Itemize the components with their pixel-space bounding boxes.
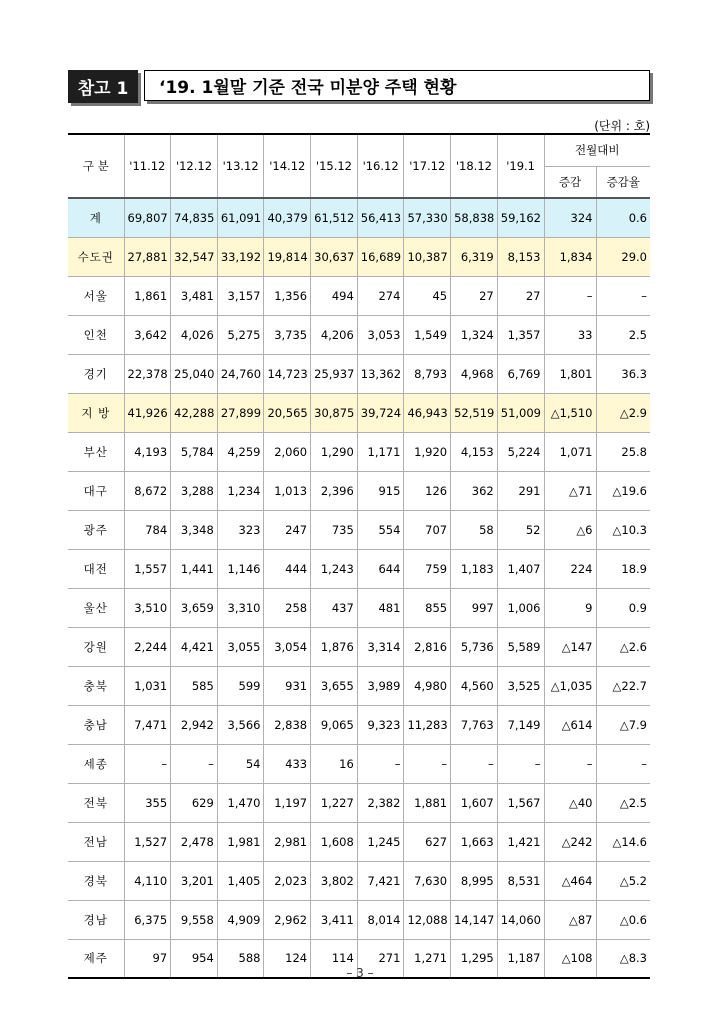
table-cell: 3,288 [171,471,218,510]
table-cell: 5,275 [217,315,264,354]
year-header: '11.12 [124,134,171,198]
table-cell: 784 [124,510,171,549]
table-cell: △14.6 [596,822,650,861]
table-cell: △147 [544,627,596,666]
table-cell: 1,557 [124,549,171,588]
table-cell: 14,723 [264,354,311,393]
table-cell: 29.0 [596,237,650,276]
table-cell: 1,183 [451,549,498,588]
table-cell: 36.3 [596,354,650,393]
table-cell: 1,187 [497,939,544,978]
table-cell: 1,981 [217,822,264,861]
table-cell: 271 [357,939,404,978]
table-cell: 2,023 [264,861,311,900]
table-cell: 8,153 [497,237,544,276]
table-cell: △6 [544,510,596,549]
table-cell: 27 [497,276,544,315]
table-cell: 41,926 [124,393,171,432]
row-label: 경기 [68,354,124,393]
table-cell: 2.5 [596,315,650,354]
table-cell: 433 [264,744,311,783]
table-cell: 3,055 [217,627,264,666]
table-cell: 40,379 [264,198,311,237]
table-cell: 58 [451,510,498,549]
table-cell: 3,642 [124,315,171,354]
table-cell: 25,937 [311,354,358,393]
table-cell: 19,814 [264,237,311,276]
table-cell: 1,031 [124,666,171,705]
table-cell: 1,663 [451,822,498,861]
table-cell: 32,547 [171,237,218,276]
table-cell: 3,735 [264,315,311,354]
table-cell: 5,736 [451,627,498,666]
table-cell: 1,013 [264,471,311,510]
table-row [68,432,650,471]
table-cell: 114 [311,939,358,978]
table-row [68,666,650,705]
table-cell: 14,060 [497,900,544,939]
header-row [68,134,650,166]
row-label: 울산 [68,588,124,627]
table-cell: 3,348 [171,510,218,549]
row-label: 충남 [68,705,124,744]
table-cell: 1,567 [497,783,544,822]
table-body [68,198,650,978]
table-row [68,393,650,432]
table-cell: 61,091 [217,198,264,237]
table-cell: 30,875 [311,393,358,432]
table-row [68,744,650,783]
table-cell: 1,405 [217,861,264,900]
table-cell: 1,245 [357,822,404,861]
table-cell: 4,259 [217,432,264,471]
table-cell: 481 [357,588,404,627]
table-cell: 7,630 [404,861,451,900]
table-cell: 4,980 [404,666,451,705]
table-cell: 10,387 [404,237,451,276]
table-cell: 3,566 [217,705,264,744]
table-row [68,471,650,510]
table-cell: – [544,744,596,783]
table-cell: 7,471 [124,705,171,744]
table-cell: 3,802 [311,861,358,900]
table-cell: 52 [497,510,544,549]
table-cell: 22,378 [124,354,171,393]
table-cell: 27 [451,276,498,315]
unsold-housing-table [68,133,650,979]
table-cell: – [497,744,544,783]
table-row [68,627,650,666]
table-cell: 4,153 [451,432,498,471]
table-cell: 1,295 [451,939,498,978]
table-cell: 2,396 [311,471,358,510]
table-cell: 4,968 [451,354,498,393]
table-cell: 1,356 [264,276,311,315]
table-cell: 18.9 [596,549,650,588]
table-cell: 46,943 [404,393,451,432]
table-cell: 4,026 [171,315,218,354]
table-cell: 437 [311,588,358,627]
table-cell: △1,510 [544,393,596,432]
table-cell: 30,637 [311,237,358,276]
table-cell: 1,527 [124,822,171,861]
table-cell: 1,006 [497,588,544,627]
table-cell: 644 [357,549,404,588]
table-cell: 2,942 [171,705,218,744]
table-cell: 2,838 [264,705,311,744]
table-cell: 1,227 [311,783,358,822]
row-label: 경남 [68,900,124,939]
table-cell: 3,054 [264,627,311,666]
table-row [68,354,650,393]
table-cell: 16,689 [357,237,404,276]
table-cell: 57,330 [404,198,451,237]
table-cell: 4,421 [171,627,218,666]
table-cell: 5,589 [497,627,544,666]
table-cell: 2,962 [264,900,311,939]
year-header: '17.12 [404,134,451,198]
table-cell: 69,807 [124,198,171,237]
table-cell: 3,053 [357,315,404,354]
table-row [68,315,650,354]
table-cell: △10.3 [596,510,650,549]
row-label: 전남 [68,822,124,861]
table-cell: 8,531 [497,861,544,900]
table-cell: – [451,744,498,783]
table-cell: – [596,744,650,783]
change-amount-header: 증감 [544,166,596,198]
table-cell: 931 [264,666,311,705]
row-label: 인천 [68,315,124,354]
table-cell: 4,560 [451,666,498,705]
table-cell: – [404,744,451,783]
table-cell: 25,040 [171,354,218,393]
table-cell: 954 [171,939,218,978]
table-cell: △8.3 [596,939,650,978]
table-cell: 1,407 [497,549,544,588]
year-header: '13.12 [217,134,264,198]
table-cell: 355 [124,783,171,822]
reference-badge: 참고 1 [68,70,138,103]
year-header: '19.1 [497,134,544,198]
table-cell: 45 [404,276,451,315]
year-header: '16.12 [357,134,404,198]
table-cell: – [124,744,171,783]
table-cell: 7,149 [497,705,544,744]
table-cell: 5,784 [171,432,218,471]
table-cell: 33 [544,315,596,354]
table-cell: 1,234 [217,471,264,510]
table-cell: 3,655 [311,666,358,705]
table-cell: 8,793 [404,354,451,393]
table-cell: 3,989 [357,666,404,705]
table-cell: 13,362 [357,354,404,393]
table-cell: 3,157 [217,276,264,315]
title-block [68,70,650,103]
table-cell: 61,512 [311,198,358,237]
table-cell: △614 [544,705,596,744]
table-cell: 8,995 [451,861,498,900]
table-cell: 1,271 [404,939,451,978]
table-cell: 3,525 [497,666,544,705]
table-cell: 8,014 [357,900,404,939]
table-cell: 627 [404,822,451,861]
table-cell: 2,816 [404,627,451,666]
table-cell: 3,310 [217,588,264,627]
table-cell: 12,088 [404,900,451,939]
table-cell: 1,290 [311,432,358,471]
table-cell: 58,838 [451,198,498,237]
table-cell: △108 [544,939,596,978]
table-cell: 2,244 [124,627,171,666]
table-cell: △2.9 [596,393,650,432]
table-cell: 4,110 [124,861,171,900]
change-rate-header: 증감율 [596,166,650,198]
table-cell: △2.5 [596,783,650,822]
table-cell: 1,834 [544,237,596,276]
table-cell: 2,981 [264,822,311,861]
table-cell: 735 [311,510,358,549]
table-row [68,237,650,276]
table-cell: 8,672 [124,471,171,510]
table-cell: 1,171 [357,432,404,471]
table-cell: 258 [264,588,311,627]
table-cell: 629 [171,783,218,822]
table-cell: 1,881 [404,783,451,822]
row-label: 제주 [68,939,124,978]
table-row [68,900,650,939]
table-cell: 56,413 [357,198,404,237]
month-change-header: 전월대비 [544,134,650,166]
table-row [68,705,650,744]
table-cell: 444 [264,549,311,588]
table-cell: 323 [217,510,264,549]
table-cell: 27,881 [124,237,171,276]
row-label: 강원 [68,627,124,666]
table-cell: 4,206 [311,315,358,354]
table-cell: 124 [264,939,311,978]
table-cell: – [596,276,650,315]
table-cell: 588 [217,939,264,978]
table-cell: 1,608 [311,822,358,861]
table-row [68,588,650,627]
table-cell: 24,760 [217,354,264,393]
table-cell: 362 [451,471,498,510]
table-cell: 1,920 [404,432,451,471]
table-cell: 6,769 [497,354,544,393]
table-cell: 126 [404,471,451,510]
table-cell: 324 [544,198,596,237]
table-cell: 1,441 [171,549,218,588]
table-cell: 3,659 [171,588,218,627]
row-label: 전북 [68,783,124,822]
table-cell: 52,519 [451,393,498,432]
table-cell: 3,411 [311,900,358,939]
year-header: '15.12 [311,134,358,198]
table-cell: 4,193 [124,432,171,471]
table-row [68,861,650,900]
table-cell: 9,558 [171,900,218,939]
row-label: 부산 [68,432,124,471]
table-cell: 1,801 [544,354,596,393]
table-cell: 759 [404,549,451,588]
table-cell: 33,192 [217,237,264,276]
table-cell: 25.8 [596,432,650,471]
table-cell: 224 [544,549,596,588]
year-header: '14.12 [264,134,311,198]
table-cell: 855 [404,588,451,627]
table-cell: △5.2 [596,861,650,900]
table-cell: 247 [264,510,311,549]
table-cell: △1,035 [544,666,596,705]
row-label: 지 방 [68,393,124,432]
table-cell: △464 [544,861,596,900]
row-label: 서울 [68,276,124,315]
table-cell: 42,288 [171,393,218,432]
row-label: 수도권 [68,237,124,276]
table-cell: 20,565 [264,393,311,432]
table-cell: 1,470 [217,783,264,822]
table-cell: 0.9 [596,588,650,627]
table-cell: 16 [311,744,358,783]
table-cell: 7,421 [357,861,404,900]
table-cell: △71 [544,471,596,510]
table-cell: 1,146 [217,549,264,588]
table-cell: 1,071 [544,432,596,471]
table-cell: 0.6 [596,198,650,237]
table-row [68,510,650,549]
table-cell: 1,876 [311,627,358,666]
table-cell: 3,314 [357,627,404,666]
table-cell: △0.6 [596,900,650,939]
table-row [68,783,650,822]
table-cell: 1,243 [311,549,358,588]
table-cell: – [171,744,218,783]
row-label: 대전 [68,549,124,588]
table-cell: 1,549 [404,315,451,354]
table-cell: 5,224 [497,432,544,471]
table-cell: △7.9 [596,705,650,744]
table-cell: 9 [544,588,596,627]
table-cell: 3,510 [124,588,171,627]
table-cell: 9,065 [311,705,358,744]
table-cell: △2.6 [596,627,650,666]
table-cell: 7,763 [451,705,498,744]
year-header: '18.12 [451,134,498,198]
table-cell: 599 [217,666,264,705]
table-cell: 915 [357,471,404,510]
table-cell: – [357,744,404,783]
row-label: 세종 [68,744,124,783]
table-row [68,198,650,237]
category-header: 구 분 [68,134,124,198]
table-cell: 6,319 [451,237,498,276]
unit-label: (단위 : 호) [594,119,650,133]
row-label: 광주 [68,510,124,549]
table-cell: 1,197 [264,783,311,822]
table-cell: 3,201 [171,861,218,900]
table-cell: △19.6 [596,471,650,510]
table-cell: 707 [404,510,451,549]
table-cell: 51,009 [497,393,544,432]
row-label: 경북 [68,861,124,900]
year-header: '12.12 [171,134,218,198]
table-cell: 2,382 [357,783,404,822]
table-header [68,134,650,198]
table-cell: 74,835 [171,198,218,237]
table-cell: 2,060 [264,432,311,471]
table-cell: 494 [311,276,358,315]
table-cell: 54 [217,744,264,783]
table-cell: △40 [544,783,596,822]
table-cell: 1,357 [497,315,544,354]
table-row [68,549,650,588]
row-label: 대구 [68,471,124,510]
table-cell: 274 [357,276,404,315]
table-cell: 59,162 [497,198,544,237]
table-cell: 1,324 [451,315,498,354]
table-cell: △242 [544,822,596,861]
table-cell: △22.7 [596,666,650,705]
table-cell: 6,375 [124,900,171,939]
table-cell: 554 [357,510,404,549]
table-cell: 97 [124,939,171,978]
table-cell: △87 [544,900,596,939]
table-row [68,276,650,315]
page-title: ‘19. 1월말 기준 전국 미분양 주택 현황 [144,70,650,101]
table-cell: 11,283 [404,705,451,744]
table-row [68,822,650,861]
page-number: – 3 – [346,966,374,980]
row-label: 계 [68,198,124,237]
table-cell: 1,607 [451,783,498,822]
table-cell: 4,909 [217,900,264,939]
table-cell: 1,421 [497,822,544,861]
row-label: 충북 [68,666,124,705]
table-cell: 3,481 [171,276,218,315]
table-cell: 291 [497,471,544,510]
table-cell: – [544,276,596,315]
table-cell: 997 [451,588,498,627]
table-cell: 9,323 [357,705,404,744]
table-cell: 14,147 [451,900,498,939]
table-cell: 27,899 [217,393,264,432]
table-cell: 2,478 [171,822,218,861]
table-cell: 585 [171,666,218,705]
table-cell: 1,861 [124,276,171,315]
table-cell: 39,724 [357,393,404,432]
